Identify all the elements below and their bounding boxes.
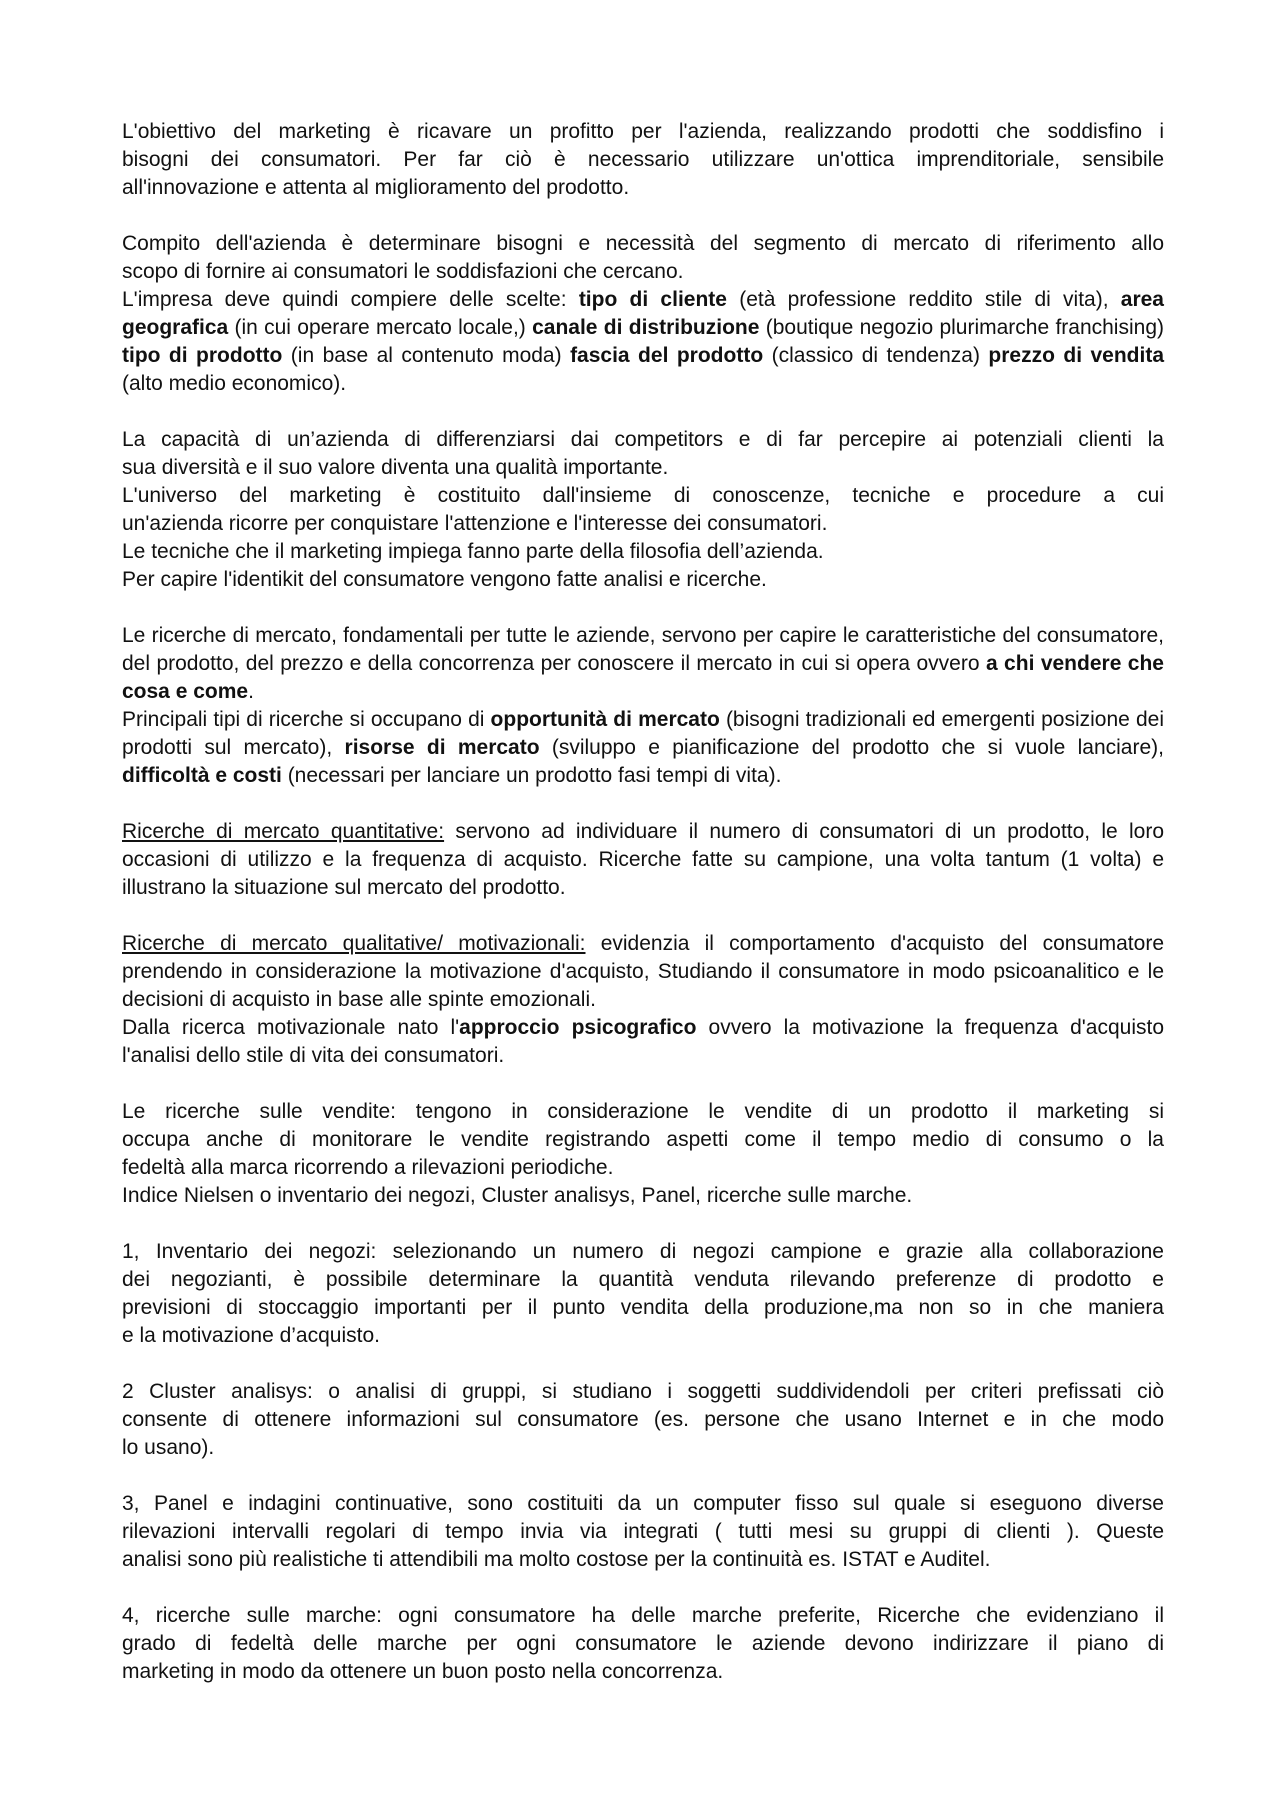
paragraph-brand-research — [122, 1602, 1164, 1686]
text-line: un'azienda ricorre per conquistare l'attenzione e l'interesse dei consumatori. — [122, 512, 828, 535]
paragraph-panel-surveys — [122, 1490, 1164, 1574]
paragraph-research-types — [122, 706, 1164, 790]
bold-term: fascia del prodotto — [570, 344, 764, 367]
underlined-heading: Ricerche di mercato qualitative/ motivazionali: — [122, 932, 586, 955]
text-line: 4, ricerche sulle marche: ogni consumatore ha delle marche preferite, Ricerche che evidenziano il — [122, 1604, 1164, 1627]
text-line: 2 Cluster analisys: o analisi di gruppi, si studiano i soggetti suddividendoli per criteri prefissati ciò — [122, 1380, 1164, 1403]
bold-term: approccio psicografico — [459, 1016, 697, 1039]
paragraph-marketing-techniques — [122, 538, 1164, 566]
text-line: analisi sono più realistiche ti attendibili ma molto costose per la continuità es. ISTAT e Auditel. — [122, 1548, 991, 1571]
text-line: 1, Inventario dei negozi: selezionando un numero di negozi campione e grazie alla collaborazione — [122, 1240, 1164, 1263]
text-run: (in cui operare mercato locale,) — [228, 316, 533, 339]
paragraph-company-task — [122, 230, 1164, 286]
paragraph-market-research — [122, 622, 1164, 706]
text-line: rilevazioni intervalli regolari di tempo invia via integrati ( tutti mesi su gruppi di clienti ). Queste — [122, 1520, 1164, 1543]
paragraph-consumer-identikit — [122, 566, 1164, 594]
text-run: ovvero la motivazione la frequenza d'acquisto l'analisi dello stile di vita dei consumatori. — [122, 1016, 1164, 1067]
paragraph-research-index — [122, 1182, 1164, 1210]
text-line: Le tecniche che il marketing impiega fanno parte della filosofia dell’azienda. — [122, 540, 824, 563]
text-line: 3, Panel e indagini continuative, sono costituiti da un computer fisso sul quale si eseguono diverse — [122, 1492, 1164, 1515]
text-run: servono ad individuare il numero di consumatori di un prodotto, le loro occasioni di utilizzo e la frequenza di acquisto. Ricerche fatte su campione, una volta tantum (1 volta) e illustrano la situazione sul mercato del prodotto. — [122, 820, 1164, 899]
paragraph-cluster-analysis — [122, 1378, 1164, 1462]
text-line: scopo di fornire ai consumatori le soddisfazioni che cercano. — [122, 260, 684, 283]
text-run: . — [248, 680, 254, 703]
text-line: all'innovazione e attenta al miglioramento del prodotto. — [122, 176, 630, 199]
text-line: e la motivazione d’acquisto. — [122, 1324, 380, 1347]
text-run: (classico di tendenza) — [763, 344, 989, 367]
text-run: (età professione reddito stile di vita), — [726, 288, 1121, 311]
bold-term: tipo di prodotto — [122, 344, 283, 367]
text-line: marketing in modo da ottenere un buon posto nella concorrenza. — [122, 1660, 724, 1683]
text-line: bisogni dei consumatori. Per far ciò è necessario utilizzare un'ottica imprenditoriale, sensibile — [122, 148, 1164, 171]
text-line: Le ricerche sulle vendite: tengono in considerazione le vendite di un prodotto il marketing si — [122, 1100, 1164, 1123]
text-line: consente di ottenere informazioni sul consumatore (es. persone che usano Internet e in che modo — [122, 1408, 1164, 1431]
text-run: (in base al contenuto moda) — [282, 344, 571, 367]
paragraph-psychographic-approach — [122, 1014, 1164, 1070]
text-line: occupa anche di monitorare le vendite registrando aspetti come il tempo medio di consumo o la — [122, 1128, 1164, 1151]
text-run: Principali tipi di ricerche si occupano di — [122, 708, 491, 731]
bold-term: a chi vendere che cosa e come — [122, 652, 1164, 703]
bold-term: difficoltà e costi — [122, 764, 282, 787]
underlined-heading: Ricerche di mercato quantitative: — [122, 820, 445, 843]
paragraph-sales-research — [122, 1098, 1164, 1182]
text-line: grado di fedeltà delle marche per ogni consumatore le aziende devono indirizzare il piano di — [122, 1632, 1164, 1655]
paragraph-qualitative-research — [122, 930, 1164, 1014]
paragraph-quantitative-research — [122, 818, 1164, 902]
paragraph-marketing-goal — [122, 118, 1164, 202]
text-line: sua diversità e il suo valore diventa una qualità importante. — [122, 456, 669, 479]
text-run: evidenzia il comportamento d'acquisto del consumatore prendendo in considerazione la motivazione d'acquisto, Studiando il consumatore in modo psicoanalitico e le decisioni di acquisto in base alle spinte emozionali. — [122, 932, 1164, 1011]
bold-term: prezzo di vendita — [988, 344, 1164, 367]
bold-term: risorse di mercato — [344, 736, 540, 759]
text-run: (alto medio economico). — [122, 372, 347, 395]
text-line: Per capire l'identikit del consumatore vengono fatte analisi e ricerche. — [122, 568, 767, 591]
text-line: previsioni di stoccaggio importanti per il punto vendita della produzione,ma non so in che maniera — [122, 1296, 1164, 1319]
text-line: La capacità di un’azienda di differenziarsi dai competitors e di far percepire ai potenziali clienti la — [122, 428, 1164, 451]
bold-term: tipo di cliente — [578, 288, 727, 311]
text-line: Indice Nielsen o inventario dei negozi, Cluster analisys, Panel, ricerche sulle marche. — [122, 1184, 913, 1207]
text-run: L'impresa deve quindi compiere delle scelte: — [122, 288, 579, 311]
text-run: (sviluppo e pianificazione del prodotto che si vuole lanciare), — [539, 736, 1164, 759]
text-run: (necessari per lanciare un prodotto fasi tempi di vita). — [281, 764, 782, 787]
paragraph-marketing-universe — [122, 482, 1164, 538]
text-line: dei negozianti, è possibile determinare la quantità venduta rilevando preferenze di prodotto e — [122, 1268, 1164, 1291]
text-line: L'universo del marketing è costituito dall'insieme di conoscenze, tecniche e procedure a cui — [122, 484, 1164, 507]
text-line: L'obiettivo del marketing è ricavare un profitto per l'azienda, realizzando prodotti che soddisfino i — [122, 120, 1164, 143]
paragraph-store-inventory — [122, 1238, 1164, 1350]
bold-term: area geografica — [122, 288, 1164, 339]
paragraph-company-choices — [122, 286, 1164, 398]
bold-term: opportunità di mercato — [490, 708, 720, 731]
bold-term: canale di distribuzione — [532, 316, 760, 339]
document-page — [122, 118, 1164, 1686]
text-run: Le ricerche di mercato, fondamentali per tutte le aziende, servono per capire le caratteristiche del consumatore, del prodotto, del prezzo e della concorrenza per conoscere il mercato in cui si opera ovvero — [122, 624, 1164, 675]
text-line: fedeltà alla marca ricorrendo a rilevazioni periodiche. — [122, 1156, 614, 1179]
text-run: (boutique negozio plurimarche franchising) — [759, 316, 1164, 339]
text-line: Compito dell'azienda è determinare bisogni e necessità del segmento di mercato di riferimento allo — [122, 232, 1164, 255]
text-run: (bisogni tradizionali ed emergenti posizione dei prodotti sul mercato), — [122, 708, 1164, 759]
text-run: Dalla ricerca motivazionale nato l' — [122, 1016, 460, 1039]
paragraph-differentiation — [122, 426, 1164, 482]
text-line: lo usano). — [122, 1436, 215, 1459]
